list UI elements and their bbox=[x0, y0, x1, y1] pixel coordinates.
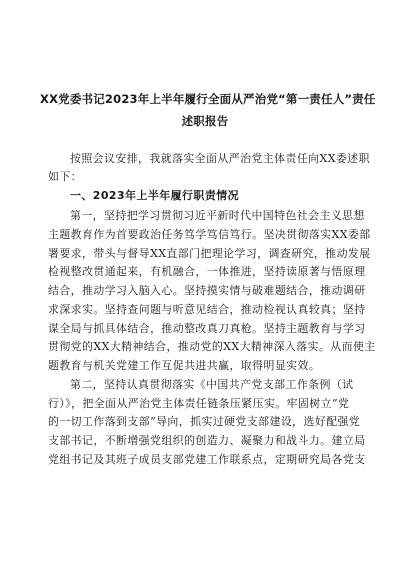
para2-line: 党组书记及其班子成员支部党建工作联系点，定期研究局各党支 bbox=[48, 453, 366, 466]
para2-line: 的一切工作落到支部”导向，抓实过硬党支部建设，选好配强党 bbox=[48, 415, 361, 428]
document-title-line-1: XX党委书记2023年上半年履行全面从严治党“第一责任人”责任 bbox=[40, 92, 376, 106]
intro-line-2: 如下： bbox=[48, 170, 83, 183]
para1-line: 结合，推动学习入脑入心。坚持摸实情与破难题结合，推动调研 bbox=[48, 284, 366, 297]
para1-line: 检视整改贯通起来，有机融合，一体推进，坚持读原著与悟原理 bbox=[48, 265, 366, 278]
para2-line: 行）》，把全面从严治党主体责任链条压紧压实。牢固树立“党 bbox=[48, 397, 350, 410]
para1-line: 署要求，带头与督导XX直部门把理论学习，调查研究，推动发展 bbox=[48, 247, 371, 260]
para1-line: 求深求实。坚持查问题与听意见结合，推动检视认真较真；坚持 bbox=[48, 303, 366, 316]
para1-line: 主题教育作为首要政治任务笃学笃信笃行。坚决贯彻落实XX委部 bbox=[48, 228, 371, 241]
section-1-heading: 一、2023年上半年履行职责情况 bbox=[70, 189, 239, 202]
para1-line: 谋全局与抓具体结合，推动整改真刀真枪。坚持主题教育与学习 bbox=[48, 322, 366, 335]
para1-line: 第一，坚持把学习贯彻习近平新时代中国特色社会主义思想 bbox=[70, 209, 365, 222]
para2-line: 支部书记，不断增强党组织的创造力、凝聚力和战斗力。建立局 bbox=[48, 434, 366, 447]
para1-line: 贯彻党的XX大精神结合，推动党的XX大精神深入落实。从而使主 bbox=[48, 340, 376, 353]
para1-line: 题教育与机关党建工作互促共进共赢，取得明显实效。 bbox=[48, 359, 321, 372]
intro-line-1: 按照会议安排，我就落实全面从严治党主体责任向XX委述职 bbox=[70, 152, 370, 165]
para2-line: 第二，坚持认真贯彻落实《中国共产党支部工作条例（试 bbox=[70, 378, 354, 391]
document-title-line-2: 述职报告 bbox=[181, 114, 229, 128]
